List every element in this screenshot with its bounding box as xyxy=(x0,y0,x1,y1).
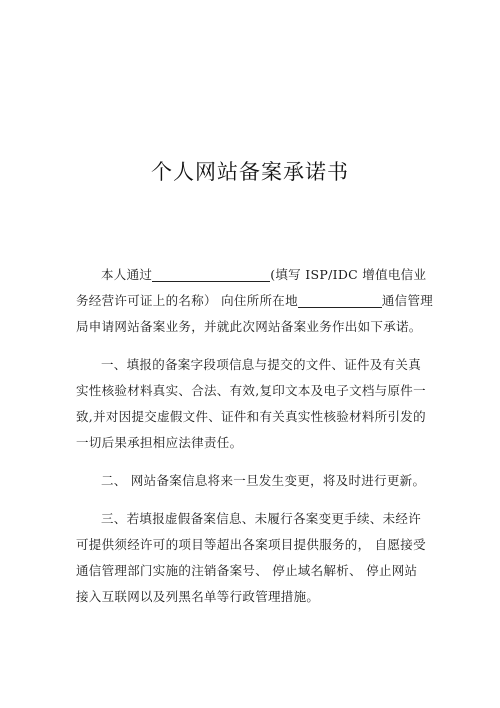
intro-line-1-prefix: 本人通过 xyxy=(101,267,153,282)
clause3-line: 三、若填报虚假备案信息、未履行各案变更手续、未经许 xyxy=(101,511,422,526)
residence-location-blank xyxy=(298,293,382,308)
document-title: 个人网站备案承诺书 xyxy=(151,160,349,184)
clause1-line: 致,并对因提交虚假文件、证件和有关真实性核验材料所引发的 xyxy=(76,409,426,424)
intro-line-1 xyxy=(76,262,426,288)
intro-line-3: 局申请网站备案业务，并就此次网站备案业务作出如下承诺。 xyxy=(76,319,422,334)
paragraph-gap xyxy=(76,456,426,468)
clause1-line: 实性核验材料真实、合法、有效,复印文本及电子文档与原件一 xyxy=(76,383,426,398)
intro-line-2-suffix: 通信管理 xyxy=(381,293,434,308)
clause2-line: 二、 网站备案信息将来一旦发生变更，将及时进行更新。 xyxy=(101,473,426,488)
intro-line-2-prefix: 务经营许可证上的名称） 向住所所在地 xyxy=(76,293,298,308)
clause1-line: 一切后果承担相应法律责任。 xyxy=(76,435,243,450)
paragraph-gap xyxy=(76,494,426,506)
isp-name-blank xyxy=(152,267,270,282)
clause3-line: 可提供须经许可的项目等超出各案项目提供服务的， 自愿接受 xyxy=(76,537,426,552)
intro-line-2 xyxy=(76,288,434,314)
clause3-line: 接入互联网以及列黑名单等行政管理措施。 xyxy=(76,589,320,604)
clause1-line: 一、填报的备案字段项信息与提交的文件、证件及有关真 xyxy=(101,357,422,372)
intro-line-1-suffix: (填写 ISP/IDC 增值电信业 xyxy=(270,267,427,282)
paragraph-gap xyxy=(76,340,426,352)
document-body xyxy=(76,262,434,610)
clause3-line: 通信管理部门实施的注销备案号、 停止域名解析、 停止网站 xyxy=(76,563,418,578)
